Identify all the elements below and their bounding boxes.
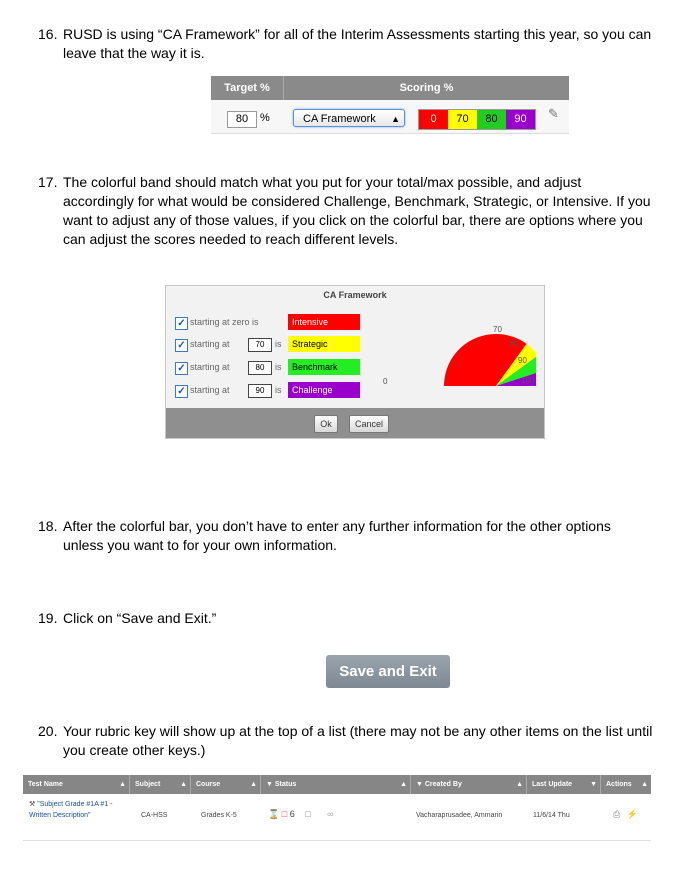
is-label: is [275, 385, 282, 395]
checkbox[interactable]: ✓ [175, 317, 188, 330]
target-header: Target % [211, 76, 284, 100]
percent-sign: % [260, 112, 270, 124]
level-label: Benchmark [288, 359, 360, 375]
ok-button[interactable]: Ok [314, 415, 338, 433]
band-segment[interactable]: 90 [506, 110, 535, 129]
document-icon[interactable]: □ [281, 809, 288, 819]
sort-icon: ▲ [641, 781, 648, 788]
table-header [23, 775, 651, 794]
select-arrows-icon: ▲ [391, 114, 400, 124]
last-update-cell: 11/6/14 Thu [533, 812, 570, 819]
checkbox[interactable]: ✓ [175, 362, 188, 375]
gauge-label: 0 [383, 377, 388, 386]
step-text: Your rubric key will show up at the top of a list (there may not be any other items on the list until you create other keys.) [63, 723, 653, 758]
panel-header [211, 76, 569, 100]
sort-icon: ▲ [400, 781, 407, 788]
print-icon[interactable]: ⎙ [613, 809, 621, 819]
sort-icon: ▲ [180, 781, 187, 788]
created-by-cell: Vacharaprusadee, Ammarin [416, 812, 503, 819]
panel-body [211, 100, 569, 134]
column-header[interactable]: Last Update ▼ [527, 775, 601, 794]
step-text: Click on “Save and Exit.” [63, 610, 217, 626]
target-input[interactable]: 80 [227, 111, 257, 128]
step-number: 20. [38, 723, 58, 739]
step-20 [38, 722, 653, 760]
gauge-label: 90 [518, 356, 527, 365]
scoring-header: Scoring % [399, 82, 454, 94]
level-label: Strategic [288, 336, 360, 352]
target-scoring-panel [211, 76, 569, 133]
framework-select[interactable] [293, 109, 405, 127]
cancel-button[interactable]: Cancel [349, 415, 389, 433]
row-prefix: starting at [190, 339, 230, 349]
filter-icon: ▼ [416, 781, 425, 788]
course-cell: Grades K-5 [201, 812, 237, 819]
pencil-icon[interactable]: ✎ [548, 106, 559, 121]
step-text: The colorful band should match what you put for your total/max possible, and adjust accordingly for what would be considered Challenge, Benchmark, Strategic, or Intensive. If you want to adjust any of those values, if you click on the colorful bar, there are options where you can adjust the scores needed to reach different levels. [63, 174, 651, 247]
column-header: Actions ▲ [601, 775, 651, 794]
sort-icon: ▼ [590, 781, 597, 788]
gauge-label: 70 [493, 325, 502, 334]
framework-dialog [165, 285, 545, 439]
start-value-input[interactable]: 80 [248, 361, 272, 375]
step-number: 19. [38, 610, 58, 626]
start-value-input[interactable]: 70 [248, 338, 272, 352]
checkbox[interactable]: ✓ [175, 385, 188, 398]
scoring-band[interactable] [418, 109, 536, 130]
table-row[interactable] [23, 794, 651, 841]
gauge-label: 100 [521, 376, 535, 385]
is-label: is [275, 362, 282, 372]
save-and-exit-button[interactable]: Save and Exit [326, 655, 450, 688]
test-name-link[interactable]: "Subject Grade #1A #1 - Written Description" [29, 801, 113, 819]
band-segment[interactable]: 70 [448, 110, 477, 129]
level-label: Intensive [288, 314, 360, 330]
checkbox[interactable]: ✓ [175, 339, 188, 352]
row-prefix: starting at [190, 362, 230, 372]
status-count: 6 [289, 809, 295, 819]
actions-cell [613, 809, 638, 820]
hourglass-icon: ⌛ [268, 809, 280, 819]
column-header[interactable]: Course ▲ [191, 775, 261, 794]
wrench-icon: ⚒ [29, 801, 36, 808]
page-icon[interactable]: □ [305, 809, 311, 819]
sort-icon: ▲ [250, 781, 257, 788]
band-segment[interactable]: 0 [419, 110, 448, 129]
paperclip-icon[interactable]: ∞ [327, 809, 334, 819]
dialog-title: CA Framework [323, 290, 387, 300]
step-18 [38, 517, 653, 555]
start-value-input[interactable]: 90 [248, 384, 272, 398]
step-text: After the colorful bar, you don’t have to enter any further information for the other options unless you want to for your own information. [63, 518, 611, 553]
level-label: Challenge [288, 382, 360, 398]
subject-cell: CA-HSS [141, 812, 168, 819]
step-number: 18. [38, 518, 58, 534]
row-prefix: starting at zero is [190, 317, 259, 327]
column-header[interactable]: Subject ▲ [130, 775, 191, 794]
gauge-label: 80 [509, 339, 518, 348]
sort-icon: ▲ [119, 781, 126, 788]
test-name-cell[interactable] [29, 799, 124, 821]
band-segment[interactable]: 80 [477, 110, 506, 129]
lightning-icon[interactable]: ⚡ [626, 809, 638, 819]
column-header[interactable]: ▼ Created By ▲ [411, 775, 527, 794]
sort-icon: ▲ [516, 781, 523, 788]
rubric-key-table [23, 775, 651, 841]
column-header[interactable]: Test Name ▲ [23, 775, 130, 794]
step-number: 17. [38, 174, 58, 190]
column-header[interactable]: ▼ Status ▲ [261, 775, 411, 794]
step-19 [38, 609, 653, 628]
is-label: is [275, 339, 282, 349]
step-text: RUSD is using “CA Framework” for all of the Interim Assessments starting this year, so you can leave that the way it is. [63, 26, 652, 61]
filter-icon: ▼ [266, 781, 275, 788]
step-17 [38, 173, 653, 249]
row-prefix: starting at [190, 385, 230, 395]
framework-select-value: CA Framework [303, 113, 376, 125]
status-cell [268, 809, 334, 820]
step-number: 16. [38, 26, 58, 42]
step-16 [38, 25, 653, 63]
